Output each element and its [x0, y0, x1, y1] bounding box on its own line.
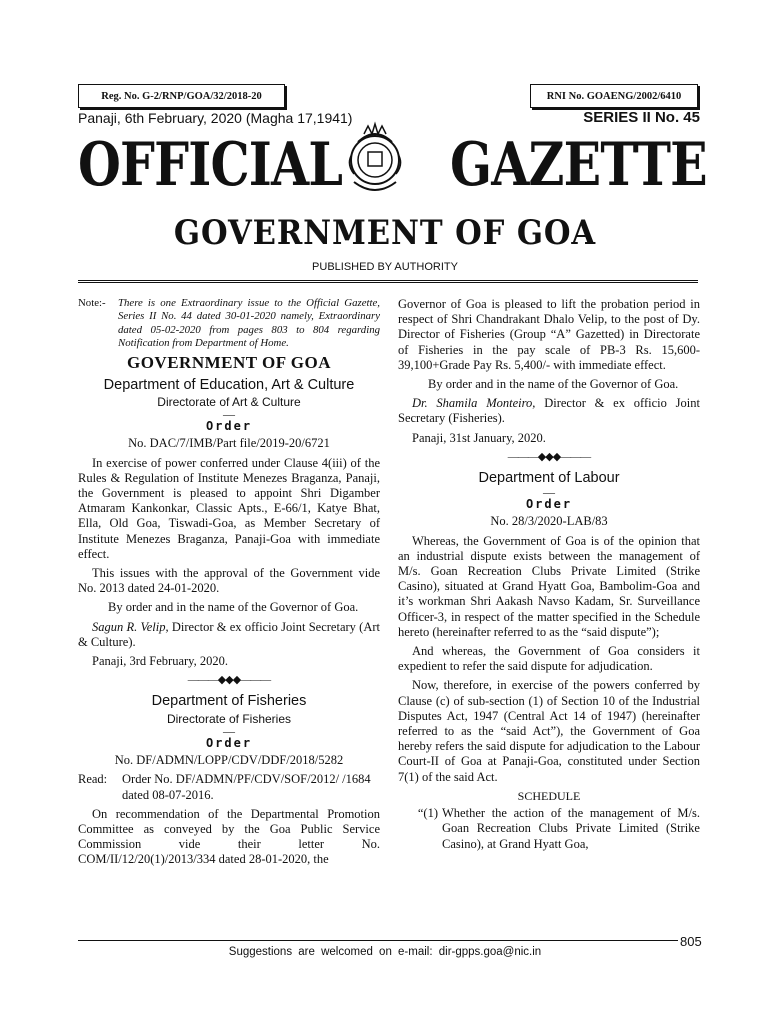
left-column [78, 297, 380, 872]
signatory-title: Director & ex officio Joint Secretary (Fisheries). [398, 396, 700, 426]
title-official: OFFICIAL [78, 130, 343, 200]
order-heading: Order [205, 735, 253, 750]
extraordinary-issue-note [78, 297, 380, 351]
department-heading: Department of Fisheries [151, 693, 307, 710]
place-date: Panaji, 3rd February, 2020. [92, 654, 228, 669]
department-heading: Department of Education, Art & Culture [103, 376, 355, 393]
divider-dash: — [223, 723, 235, 738]
series-number: SERIES II No. 45 [583, 109, 700, 126]
order-number: No. DAC/7/IMB/Part file/2019-20/6721 [128, 436, 330, 451]
schedule-heading: SCHEDULE [517, 788, 581, 803]
registration-number-box [78, 84, 285, 108]
section-separator: ———◆◆◆——— [187, 674, 271, 687]
header-rule [78, 280, 698, 281]
footer-suggestions: Suggestions are welcomed on e-mail: dir-gpps.goa@nic.in [228, 946, 542, 958]
order-paragraph: Governor of Goa is pleased to lift the probation period in respect of Shri Chandrakant Dhalo Velip, to the post of Dy. Director of Fisheries (Group “A” Gazetted) in Directorate of Fisheries in the pay scale of PB-3 Rs. 15,600-39,100+Grade Pay Rs. 5,400/- with immediate effect. [398, 297, 700, 372]
directorate-heading: Directorate of Art & Culture [157, 395, 301, 410]
order-paragraph: Whereas, the Government of Goa is of the opinion that an industrial dispute exists between the management of M/s. Goan Recreation Clubs Private Limited (Strike Casino), situated at Grand Hyatt Goa, Bambolim-Goa and it’s workman Shri Aakash Navso Kadam, Sr. Surveillance Officer-3, in respect of the matter specified in the Schedule hereto (hereinafter referred to as the “said dispute”); [398, 533, 700, 639]
directorate-heading: Directorate of Fisheries [166, 711, 292, 726]
by-order-line: By order and in the name of the Governor of Goa. [108, 600, 359, 615]
place-date: Panaji, 31st January, 2020. [412, 430, 546, 445]
order-heading: Order [525, 497, 573, 512]
goa-state-emblem-icon [338, 120, 412, 200]
signatory-name: Dr. Shamila Monteiro, [412, 396, 536, 411]
right-column [398, 297, 700, 852]
header-rule [78, 282, 698, 283]
divider-dash: — [223, 407, 235, 422]
note-text: There is one Extraordinary issue to the Official Gazette, Series II No. 44 dated 30-01-2020 namely, Extraordinary dated 05-02-2020 from pages 803 to 804 regarding Notification from Department of Home. [118, 297, 380, 350]
read-label: Read: [78, 772, 108, 787]
schedule-item-text: Whether the action of the management of M/s. Goan Recreation Clubs Private Limited (Strike Casino), at Grand Hyatt Goa, [442, 806, 700, 851]
order-paragraph: On recommendation of the Departmental Promotion Committee as conveyed by the Goa Public Service Commission vide their letter No. COM/II/12/20(1)/2013/334 dated 28-01-2020, the [78, 806, 380, 867]
signatory-title: Director & ex officio Joint Secretary (Art & Culture). [78, 619, 380, 649]
note-label: Note:- [78, 297, 106, 309]
by-order-line: By order and in the name of the Governor of Goa. [428, 377, 679, 392]
signatory-line [78, 620, 380, 650]
read-text: Order No. DF/ADMN/PF/CDV/SOF/2012/ /1684 dated 08-07-2016. [122, 772, 371, 802]
registration-number: Reg. No. G-2/RNP/GOA/32/2018-20 [101, 90, 262, 102]
page-number: 805 [680, 934, 702, 949]
section-heading: GOVERNMENT OF GOA [126, 352, 331, 372]
read-reference [78, 772, 380, 802]
issue-dateline: Panaji, 6th February, 2020 (Magha 17,1941) [78, 110, 353, 126]
signatory-line [398, 396, 700, 426]
signatory-name: Sagun R. Velip, [92, 619, 169, 634]
rni-number: RNI No. GOAENG/2002/6410 [546, 90, 682, 102]
order-paragraph: Now, therefore, in exercise of the powers conferred by Clause (c) of sub-section (1) of Section 10 of the Industrial Disputes Act, 1947 (Central Act 14 of 1947) (hereinafter referred to as the “said Act”), the Government of Goa hereby refers the said dispute for adjudication to the Labour Court-II of Goa at Panaji-Goa, constituted under Section 7(1) of the said Act. [398, 678, 700, 784]
order-number: No. DF/ADMN/LOPP/CDV/DDF/2018/5282 [114, 753, 344, 768]
order-paragraph: This issues with the approval of the Government vide No. 2013 dated 24-01-2020. [78, 566, 380, 596]
section-separator: ———◆◆◆——— [507, 450, 591, 463]
order-number: No. 28/3/2020-LAB/83 [490, 514, 608, 529]
schedule-item [398, 806, 700, 852]
schedule-item-number: “(1) [417, 806, 438, 821]
department-heading: Department of Labour [478, 470, 620, 487]
order-heading: Order [205, 419, 253, 434]
government-of-goa-title: GOVERNMENT OF GOA [173, 213, 597, 253]
order-paragraph: And whereas, the Government of Goa considers it expedient to refer the said dispute for adjudication. [398, 644, 700, 674]
title-gazette: GAZETTE [450, 130, 707, 200]
divider-dash: — [543, 485, 555, 500]
published-by-authority: PUBLISHED BY AUTHORITY [312, 261, 458, 273]
rni-number-box [530, 84, 698, 108]
footer-rule [78, 940, 678, 941]
order-paragraph: In exercise of power conferred under Clause 4(iii) of the Rules & Regulation of Institute Menezes Braganza, Panaji, the Government is pleased to appoint Shri Digamber Atmaram Kankonkar, Classic Apts., E-66/1, Katye Bhat, Ella, Old Goa, Tiswadi-Goa, as Member Secretary of Institute Menezes Braganza, Panaji-Goa with immediate effect. [78, 455, 380, 561]
